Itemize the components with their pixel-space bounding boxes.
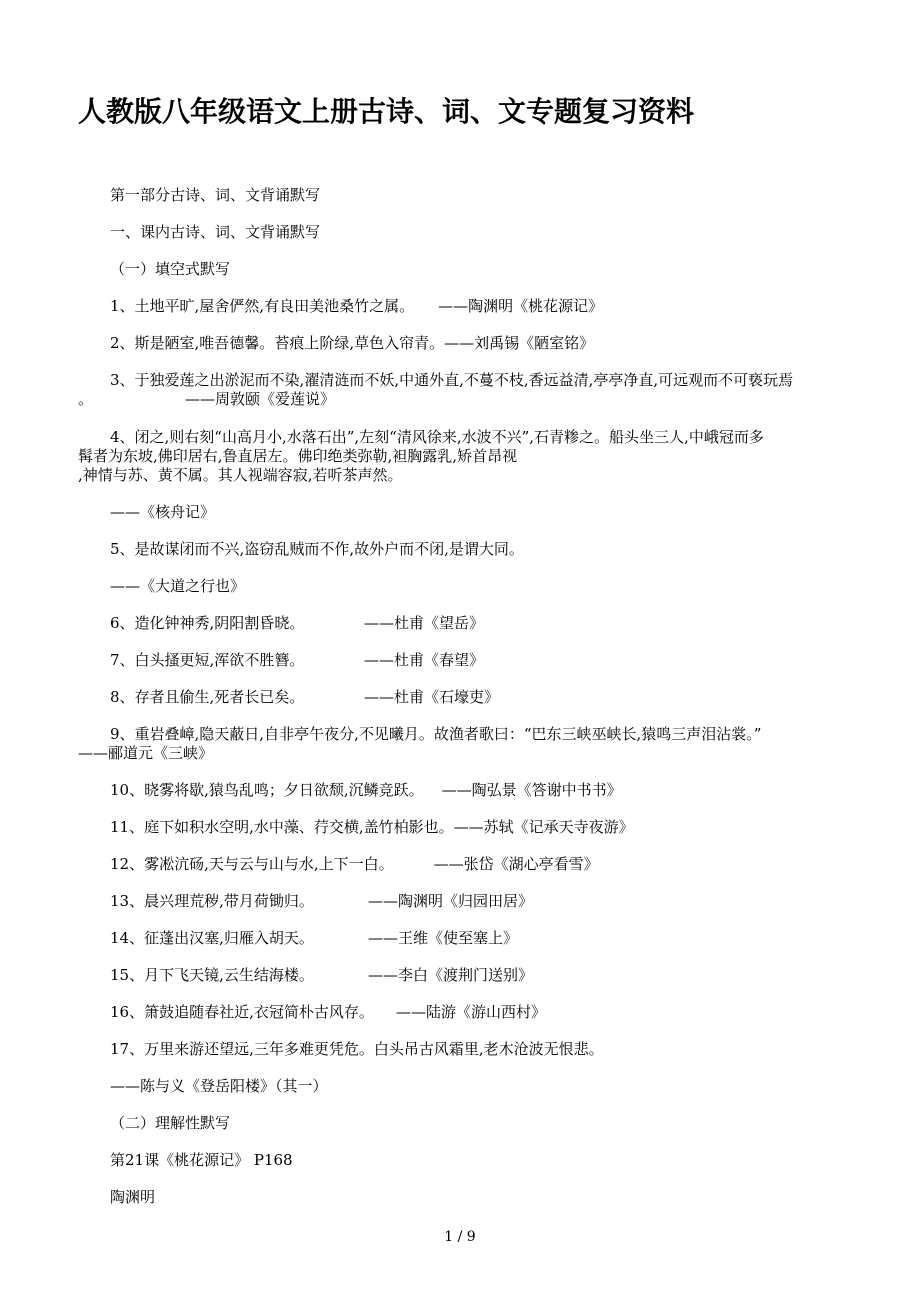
list-item: 9、重岩叠嶂,隐天蔽日,自非亭午夜分,不见曦月。故渔者歌曰：“巴东三峡巫峡长,猿鸣三声泪沾裳。”	[110, 725, 762, 743]
item-text: 12、雾凇沆砀,天与云与山与水,上下一白。	[110, 855, 394, 873]
item-text: 6、造化钟神秀,阴阳割昏晓。	[110, 614, 305, 632]
list-item	[78, 1003, 842, 1022]
list-item	[78, 818, 842, 837]
subsection-heading: （二）理解性默写	[110, 1114, 231, 1132]
list-item	[78, 781, 842, 800]
list-item	[78, 614, 842, 633]
item-text: 10、晓雾将歇,猿鸟乱鸣；夕日欲颓,沉鳞竞跃。	[110, 781, 424, 799]
item-text: ,神情与苏、黄不属。其人视端容寂,若听茶声然。	[78, 466, 403, 484]
item-text: 2、斯是陋室,唯吾德馨。苔痕上阶绿,草色入帘青。	[110, 334, 445, 352]
item-source: ——陶渊明《桃花源记》	[438, 297, 604, 315]
part-heading: 第一部分古诗、词、文背诵默写	[110, 186, 321, 204]
list-item-continuation	[78, 390, 842, 409]
list-item: 5、是故谋闭而不兴,盗窃乱贼而不作,故外户而不闭,是谓大同。	[110, 540, 524, 558]
list-item	[78, 371, 842, 390]
list-item	[78, 892, 842, 911]
item-text: 14、征蓬出汉塞,归雁入胡天。	[110, 929, 314, 947]
item-source: ——《大道之行也》	[110, 577, 246, 595]
item-source: ——陶渊明《归园田居》	[368, 892, 534, 910]
author-name: 陶渊明	[110, 1188, 156, 1206]
list-item	[78, 855, 842, 874]
list-item	[78, 929, 842, 948]
item-source: ——苏轼《记承天寺夜游》	[453, 818, 634, 836]
list-item	[78, 334, 842, 353]
item-source: ——杜甫《石壕吏》	[364, 688, 500, 706]
item-source: ——陶弘景《答谢中书书》	[441, 781, 622, 799]
item-text: 7、白头搔更短,浑欲不胜簪。	[110, 651, 305, 669]
item-source: ——陈与义《登岳阳楼》（其一）	[110, 1077, 328, 1095]
item-text: 13、晨兴理荒秽,带月荷锄归。	[110, 892, 314, 910]
item-text: 15、月下飞天镜,云生结海楼。	[110, 966, 314, 984]
item-text: 1、土地平旷,屋舍俨然,有良田美池桑竹之属。	[110, 297, 415, 315]
item-source: ——李白《渡荆门送别》	[368, 966, 534, 984]
section-heading: 一、课内古诗、词、文背诵默写	[110, 223, 321, 241]
list-item	[78, 297, 842, 316]
list-item-continuation	[78, 447, 842, 466]
page-number: 1 / 9	[444, 1229, 476, 1245]
item-text: 8、存者且偷生,死者长已矣。	[110, 688, 305, 706]
list-item-continuation	[78, 466, 842, 485]
item-text: 3、于独爱莲之出淤泥而不染,濯清涟而不妖,中通外直,不蔓不枝,香远益清,亭亭净直,可远观而不可亵玩焉	[110, 371, 794, 389]
lesson-reference: 第21课《桃花源记》 P168	[110, 1151, 293, 1169]
item-text: 髯者为东坡,佛印居右,鲁直居左。佛印绝类弥勒,袒胸露乳,矫首昂视	[78, 447, 518, 465]
item-source: ——陆游《游山西村》	[396, 1003, 547, 1021]
list-item: 17、万里来游还望远,三年多难更凭危。白头吊古风霜里,老木沧波无恨悲。	[110, 1040, 604, 1058]
item-text: 11、庭下如积水空明,水中藻、荇交横,盖竹柏影也。	[110, 818, 454, 836]
item-source: ——周敦颐《爱莲说》	[185, 390, 336, 408]
item-source: ——王维《使至塞上》	[368, 929, 519, 947]
item-source: ——《核舟记》	[110, 503, 216, 521]
item-source: ——杜甫《望岳》	[364, 614, 485, 632]
item-source: ——张岱《湖心亭看雪》	[433, 855, 599, 873]
list-item	[78, 651, 842, 670]
item-text: 。	[78, 390, 94, 408]
item-source: ——郦道元《三峡》	[78, 744, 214, 762]
list-item	[78, 688, 842, 707]
list-item	[78, 428, 842, 447]
item-text: 4、闭之,则右刻“山高月小,水落石出”,左刻“清风徐来,水波不兴”,石青糁之。船头坐三人,中峨冠而多	[110, 428, 764, 446]
page-title: 人教版八年级语文上册古诗、词、文专题复习资料	[78, 95, 695, 128]
list-item	[78, 966, 842, 985]
item-source: ——杜甫《春望》	[364, 651, 485, 669]
item-source: ——刘禹锡《陋室铭》	[444, 334, 595, 352]
item-text: 16、箫鼓追随春社近,衣冠简朴古风存。	[110, 1003, 374, 1021]
subsection-heading: （一）填空式默写	[110, 260, 231, 278]
